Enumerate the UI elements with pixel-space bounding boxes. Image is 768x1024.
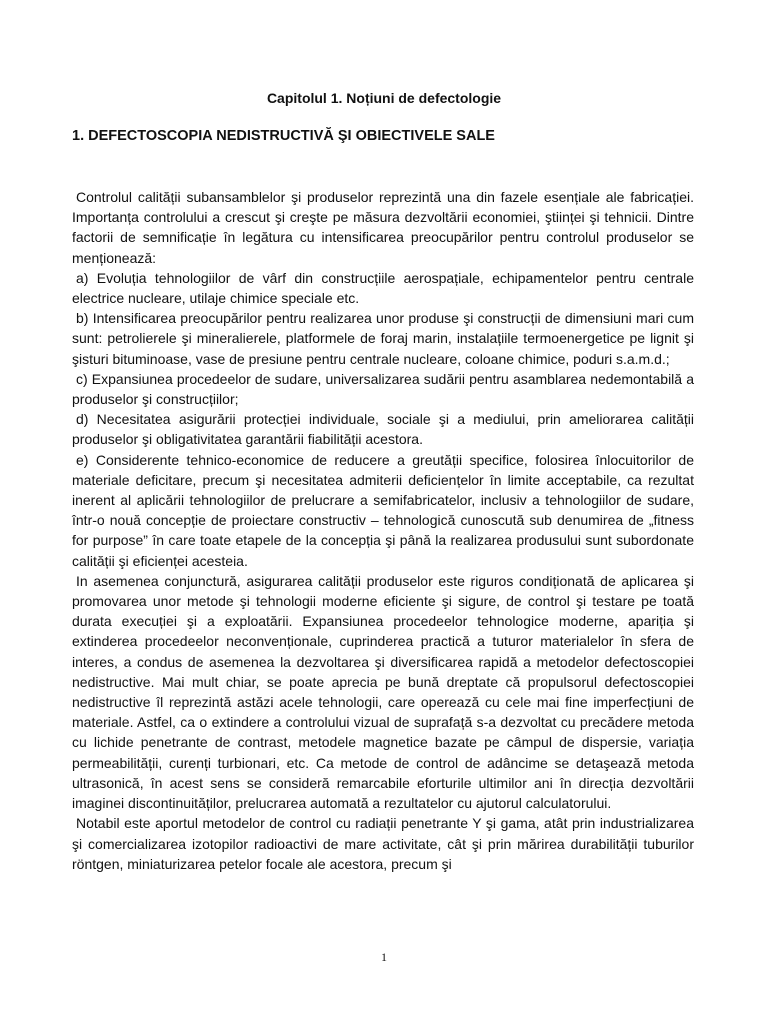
page-number: 1 xyxy=(381,950,387,964)
paragraph-item-a: a) Evoluția tehnologiilor de vârf din construcțiile aerospațiale, echipamentelor pentru centrale electrice nucleare, utilaje chimice speciale etc. xyxy=(72,269,694,307)
paragraph-item-c: c) Expansiunea procedeelor de sudare, universalizarea sudării pentru asamblarea nedemontabilă a produselor şi construcțiilor; xyxy=(72,370,694,408)
paragraph-item-e: e) Considerente tehnico-economice de reducere a greutății specifice, folosirea înlocuitorilor de materiale deficitare, precum şi necesitatea admiterii deficiențelor în limite acceptabile, ca rezultat inerent al aplicării tehnologiilor de prelucrare a semifabricatelor, inclusiv a tehnologiilor de sudare, într-o nouă concepție de proiectare constructiv – tehnologică cunoscută sub denumirea de „fitness for purpose” în care toate etapele de la concepția şi până la realizarea produsului sunt subordonate calității şi eficienței acesteia. xyxy=(72,451,694,569)
paragraph-item-b: b) Intensificarea preocupărilor pentru realizarea unor produse şi construcții de dimensiuni mari cum sunt: petrolierele şi mineralierele, platformele de foraj marin, instalațiile termoenergetice pe lignit şi şisturi bituminoase, vase de presiune pentru centrale nucleare, coloane chimice, poduri s.a.m.d.; xyxy=(72,310,694,367)
section-title: 1. DEFECTOSCOPIA NEDISTRUCTIVĂ ŞI OBIECTIVELE SALE xyxy=(72,128,495,144)
paragraph-item-d: d) Necesitatea asigurării protecției individuale, sociale şi a mediului, prin ameliorarea calității produselor şi obligativitatea garantării fiabilității acestora. xyxy=(72,411,694,448)
paragraph-intro: Controlul calității subansamblelor şi produselor reprezintă una din fazele esențiale ale fabricației. Importanța controlului a crescut şi creşte pe măsura dezvoltării economiei, ştiinței şi tehnicii. Dintre factorii de semnificație în legătura cu intensificarea preocupărilor pentru controlul produselor se menționează: xyxy=(72,189,694,266)
body-text xyxy=(72,187,694,874)
paragraph-radiation: Notabil este aportul metodelor de control cu radiații penetrante Y şi gama, atât prin industrializarea şi comercializarea izotopilor radioactivi de mare activitate, cât şi prin mărirea durabilității tuburilor röntgen, miniaturizarea petelor focale ale acestora, precum şi xyxy=(72,815,694,872)
paragraph-conjuncture: In asemenea conjunctură, asigurarea calității produselor este riguros condiționată de aplicarea şi promovarea unor metode şi tehnologii moderne eficiente şi sigure, de control şi testare pe toată durata execuției şi a exploatării. Expansiunea procedeelor tehnologice moderne, apariția şi extinderea procedeelor neconvenționale, cuprinderea practică a tuturor materialelor în sfera de interes, a condus de asemenea la dezvoltarea şi diversificarea rapidă a metodelor defectoscopiei nedistructive. Mai mult chiar, se poate aprecia pe bună dreptate că propulsorul defectoscopiei nedistructive îl reprezintă astăzi acele tehnologii, care operează cu cele mai fine imperfecțiuni de materiale. Astfel, ca o extindere a controlului vizual de suprafață s-a dezvoltat cu precădere metoda cu lichide penetrante de contrast, metodele magnetice bazate pe câmpul de dispersie, variația permeabilității, curenți turbionari, etc. Ca metode de control de adâncime se detaşează metoda ultrasonică, în acest sens se consideră remarcabile eforturile ultimilor ani în direcția dezvoltării imaginei discontinuităților, prelucrarea automată a rezultatelor cu ajutorul calculatorului. xyxy=(72,572,694,812)
chapter-title: Capitolul 1. Noțiuni de defectologie xyxy=(266,90,502,106)
